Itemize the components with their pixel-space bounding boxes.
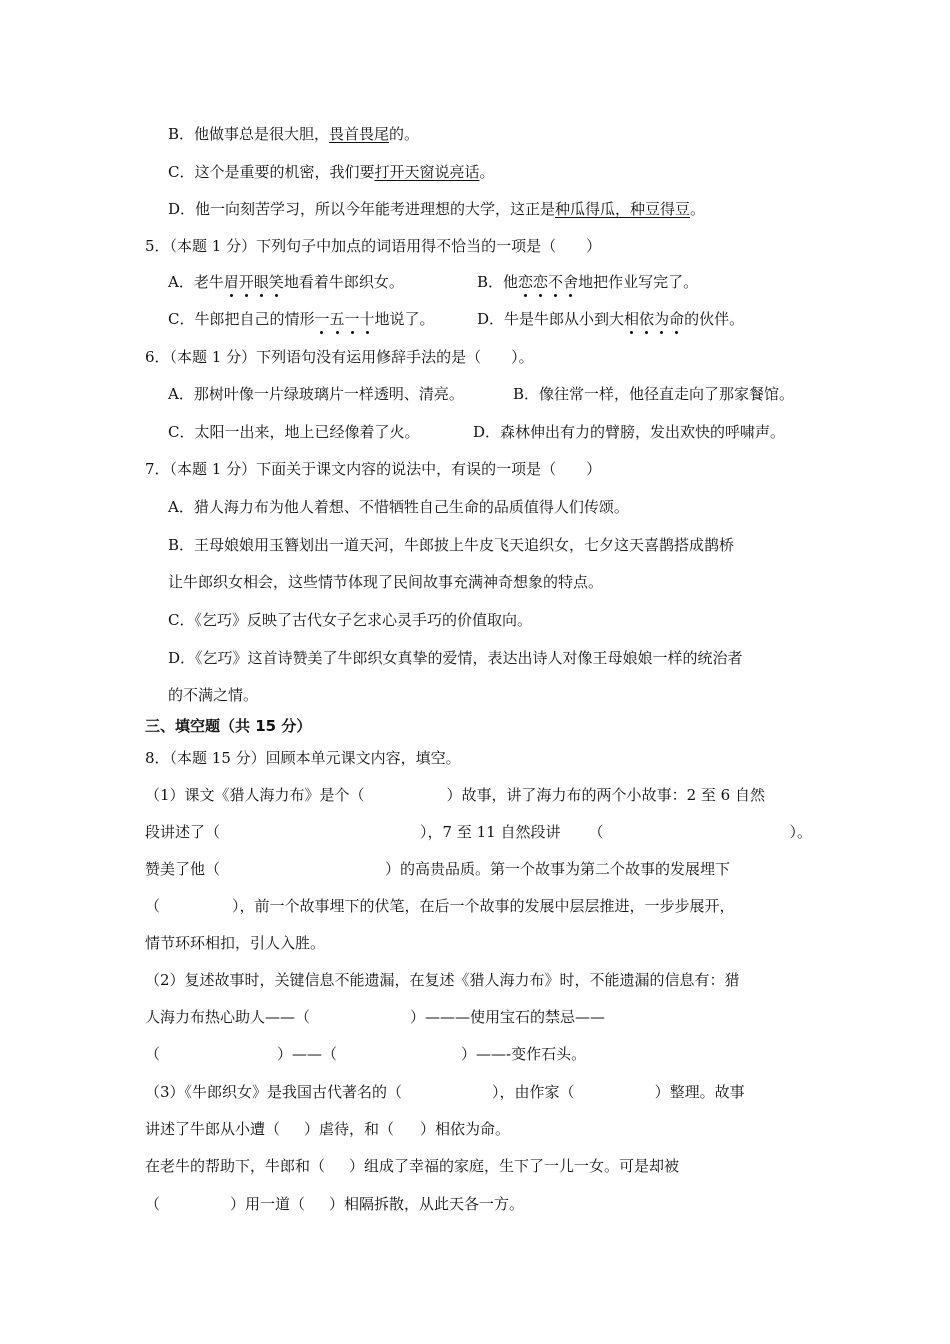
- option-text: 地看着牛郎织女。: [283, 273, 404, 291]
- dotted-char: 恋: [533, 273, 549, 291]
- q6-option-b: B．像往常一样，他径直走向了那家餐馆。: [513, 385, 795, 403]
- q8-p2-line2: [145, 1007, 605, 1027]
- fill-text: 赞美了他（: [145, 860, 221, 878]
- option-text: 的。: [389, 125, 420, 143]
- option-text: C．牛郎把自己的情形: [168, 310, 315, 328]
- fill-text: 扣，引人入胜。: [220, 934, 326, 952]
- q8-p2-line1: [145, 970, 740, 990]
- q4-option-b: [168, 124, 419, 144]
- q5-option-d: [477, 309, 744, 329]
- underlined-idiom: 打开天窗说亮话: [374, 163, 480, 181]
- fill-text: ）整理。故事: [654, 1083, 745, 1101]
- q6-option-a: A．那树叶像一片绿玻璃片一样透明、清亮。: [168, 385, 464, 403]
- q8-p3-line1: [145, 1082, 745, 1102]
- q6-stem: 6．（本题 1 分）下列语句没有运用修辞手法的是（ ）。: [145, 348, 534, 366]
- fill-text: ）———使用宝石: [410, 1008, 531, 1026]
- fill-text: ）相依为命。: [420, 1120, 511, 1138]
- option-text: 的伙伴。: [684, 310, 745, 328]
- q5-option-a: [168, 272, 404, 292]
- q8-p1-line1: [145, 785, 765, 805]
- fill-text: ）虐待，和（: [304, 1120, 395, 1138]
- dotted-char: 舍: [563, 273, 579, 291]
- q8-p1-line4: [145, 896, 735, 916]
- q7-option-b-line1: B．王母娘娘用玉簪划出一道天河，牛郎披上牛皮飞天追织女，七夕这天喜鹊搭成鹊桥: [168, 536, 735, 554]
- dotted-char: 不: [548, 273, 564, 291]
- q4-option-c: [168, 162, 495, 182]
- underlined-idiom: 畏首畏尾: [329, 125, 390, 143]
- dotted-char: 五: [329, 310, 345, 328]
- fill-text: ），前一个故事埋: [232, 897, 345, 915]
- q6-option-d: D．森林伸出有力的臂膀，发出欢快的呼啸声。: [473, 423, 786, 441]
- fill-text: 情节环环相: [145, 934, 221, 952]
- q8-p1-line3: [145, 859, 730, 879]
- fill-text: ）——（: [277, 1045, 338, 1063]
- dotted-char: 相: [624, 310, 640, 328]
- dotted-char: 恋: [518, 273, 534, 291]
- fill-text: （: [588, 823, 604, 841]
- option-text: 地把作业写完了。: [578, 273, 699, 291]
- fill-text: 在老牛的帮助下，牛郎和（: [145, 1157, 326, 1175]
- fill-text: ）组成了幸福的家庭，生下了一儿一女。可是却被: [349, 1157, 680, 1175]
- fill-text: 人海力布热心助人——（: [145, 1008, 311, 1026]
- q4-option-d: [168, 199, 705, 219]
- q8-p3-line3: [145, 1156, 679, 1176]
- q5-option-c: [168, 309, 435, 329]
- q8-p1-line2: [145, 822, 812, 842]
- fill-text: 段讲述了（: [145, 823, 221, 841]
- option-text: 。: [479, 163, 495, 181]
- q7-option-d-line2: 的不满之情。: [168, 686, 259, 704]
- q7-option-c: C．《乞巧》反映了古代女子乞求心灵手巧的价值取向。: [168, 611, 532, 629]
- fill-text: （1）课文《猎人海力布》是个（: [145, 786, 365, 804]
- fill-text: ）故事，讲了海力布的两个小故: [446, 786, 657, 804]
- dotted-char: 十: [359, 310, 375, 328]
- q8-p1-line5: [145, 933, 325, 953]
- fill-text: ）——-变作石头。: [461, 1045, 587, 1063]
- option-text: 地说了。: [374, 310, 435, 328]
- fill-text: 漏的信息有：猎: [634, 971, 740, 989]
- dotted-char: 开: [238, 273, 254, 291]
- q7-option-d-line1: D．《乞巧》这首诗赞美了牛郎织女真挚的爱情，表达出诗人对像王母娘娘一样的统治者: [168, 649, 743, 667]
- fill-text: ）用一道（: [230, 1195, 306, 1213]
- option-text: 。: [690, 200, 706, 218]
- option-text: D．牛是牛郎从小到大: [477, 310, 625, 328]
- q8-stem: 8．（本题 15 分）回顾本单元课文内容，填空。: [145, 749, 461, 767]
- option-text: A．老牛: [168, 273, 224, 291]
- option-text: B．他: [477, 273, 519, 291]
- q6-option-c: C．太阳一出来，地上已经像着了火。: [168, 423, 420, 441]
- option-text: B．他做事总是很大胆，: [168, 125, 330, 143]
- fill-text: 事：2 至 6 自然: [656, 786, 765, 804]
- dotted-char: 依: [639, 310, 655, 328]
- dotted-char: 命: [669, 310, 685, 328]
- q7-option-a: A．猎人海力布为他人着想、不惜牺牲自己生命的品质值得人们传颂。: [168, 498, 629, 516]
- dotted-char: 为: [654, 310, 670, 328]
- fill-text: ），7 至 11 自然段讲: [420, 823, 561, 841]
- q7-stem: 7．（本题 1 分）下面关于课文内容的说法中，有误的一项是（ ）: [145, 460, 602, 478]
- fill-text: （2）复述故事时，关键信息不能遗漏，在复述《猎人海力布》时，不能遗: [145, 971, 635, 989]
- fill-text: 讲述了牛郎从小遭（: [145, 1120, 281, 1138]
- q7-option-b-line2: 让牛郎织女相会，这些情节体现了民间故事充满神奇想象的特点。: [168, 573, 604, 591]
- dotted-char: 眼: [253, 273, 269, 291]
- q8-p2-line3: [145, 1044, 586, 1064]
- fill-text: ）的高贵品: [385, 860, 461, 878]
- option-text: D．他一向刻苦学习，所以今年能考进理想的大学，这正是: [168, 200, 556, 218]
- underlined-idiom: 种瓜得瓜，种豆得豆: [555, 200, 691, 218]
- q5-option-b: [477, 272, 698, 292]
- q5-stem: 5．（本题 1 分）下列句子中加点的词语用得不恰当的一项是（ ）: [145, 237, 602, 255]
- dotted-char: 一: [314, 310, 330, 328]
- option-text: C．这个是重要的机密，我们要: [168, 163, 375, 181]
- section-heading: 三、填空题（共 15 分）: [145, 717, 312, 735]
- fill-text: 下的伏笔，在后一个故事的发展中层层推进，一步步展开，: [344, 897, 735, 915]
- fill-text: 的禁忌——: [530, 1008, 606, 1026]
- fill-text: ），由作家（: [492, 1083, 575, 1101]
- fill-text: （: [145, 897, 161, 915]
- dotted-char: 笑: [268, 273, 284, 291]
- q8-p3-line4: [145, 1194, 524, 1214]
- fill-text: 质。第一个故事为第二个故事的发展埋下: [460, 860, 731, 878]
- fill-text: （3）《牛郎织女》是我国古代著名的（: [145, 1083, 403, 1101]
- dotted-char: 一: [344, 310, 360, 328]
- q8-p3-line2: [145, 1119, 510, 1139]
- fill-text: （: [145, 1195, 161, 1213]
- dotted-char: 眉: [223, 273, 239, 291]
- fill-text: ）相隔拆散，从此天各一方。: [329, 1195, 525, 1213]
- fill-text: （: [145, 1045, 161, 1063]
- fill-text: ）。: [789, 823, 812, 841]
